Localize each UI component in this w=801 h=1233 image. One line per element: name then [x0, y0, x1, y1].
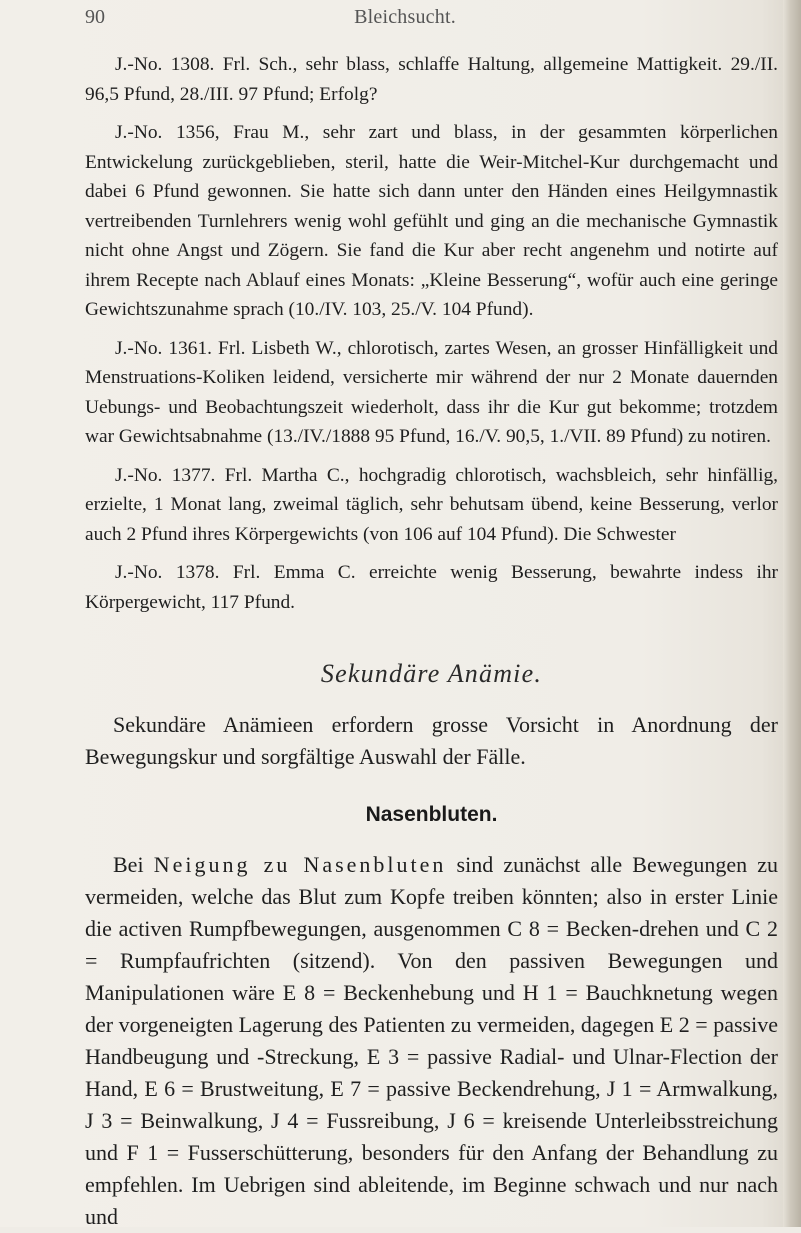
case-paragraph-1378: J.-No. 1378. Frl. Emma C. erreichte wenig Besserung, bewahrte indess ihr Körpergewicht, 117 Pfund. [85, 562, 778, 613]
nosebleed-paragraph [85, 849, 778, 1233]
case-paragraph-1377: J.-No. 1377. Frl. Martha C., hochgradig chlorotisch, wachsbleich, sehr hinfällig, erzielte, 1 Monat lang, zweimal täglich, sehr behutsam übend, keine Besserung, verlor auch 2 Pfund ihres Körpergewichts (von 106 auf 104 Pfund). Die Schwester [85, 464, 778, 545]
page-edge [783, 0, 801, 1227]
section-title: Sekundäre Anämie. [320, 659, 543, 688]
page-number: 90 [85, 6, 105, 28]
nosebleed-intro: Bei [113, 852, 144, 877]
page-header [85, 6, 725, 36]
case-paragraph-1361: J.-No. 1361. Frl. Lisbeth W., chlorotisch, zartes Wesen, an grosser Hinfälligkeit und Menstruations-Koliken leidend, versicherte mir während der nur 2 Monate dauernden Uebungs- und Beobachtungszeit wiederholt, dass ihr die Kur gut bekomme; trotzdem war Gewichtsabnahme (13./IV./1888 95 Pfund, 16./V. 90,5, 1./VII. 89 Pfund) zu notiren. [85, 337, 778, 447]
subheading: Nasenbluten. [365, 803, 498, 826]
section-paragraph: Sekundäre Anämieen erfordern grosse Vorsicht in Anordnung der Bewegungskur und sorgfältige Auswahl der Fälle. [85, 712, 778, 769]
nosebleed-spaced-term: Neigung zu Nasenbluten [153, 852, 447, 877]
nosebleed-rest: sind zunächst alle Bewegungen zu vermeiden, welche das Blut zum Kopfe treiben könnten; also in erster Linie die activen Rumpfbewegungen, ausgenommen C 8 = Becken-drehen und C 2 = Rumpfaufrichten (sitzend). Von den passiven Bewegungen und Manipulationen wäre E 8 = Beckenhebung und H 1 = Bauchknetung wegen der vorgeneigten Lagerung des Patienten zu vermeiden, dagegen E 2 = passive Handbeugung und -Streckung, E 3 = passive Radial- und Ulnar-Flection der Hand, E 6 = Brustweitung, E 7 = passive Beckendrehung, J 1 = Armwalkung, J 3 = Beinwalkung, J 4 = Fussreibung, J 6 = kreisende Unterleibsstreichung und F 1 = Fusserschütterung, besonders für den Anfang der Behandlung zu empfehlen. Im Uebrigen sind ableitende, im Beginne schwach und nur nach und [85, 852, 779, 1229]
running-head: Bleichsucht. [354, 6, 456, 28]
case-paragraph-1308: J.-No. 1308. Frl. Sch., sehr blass, schlaffe Haltung, allgemeine Mattigkeit. 29./II. 96,5 Pfund, 28./III. 97 Pfund; Erfolg? [85, 54, 778, 105]
page-content [85, 50, 778, 1233]
case-paragraph-1356: J.-No. 1356, Frau M., sehr zart und blass, in der gesammten körperlichen Entwickelung zurückgeblieben, steril, hatte die Weir-Mitchel-Kur durchgemacht und dabei 6 Pfund gewonnen. Sie hatte sich dann unter den Händen eines Heilgymnastik vertreibenden Turnlehrers wenig wohl gefühlt und ging an die mechanische Gymnastik nicht ohne Angst und Zögern. Sie fand die Kur aber recht angenehm und notirte auf ihrem Recepte nach Ablauf eines Monats: „Kleine Besserung“, wofür auch eine geringe Gewichtszunahme sprach (10./IV. 103, 25./V. 104 Pfund). [85, 122, 778, 320]
